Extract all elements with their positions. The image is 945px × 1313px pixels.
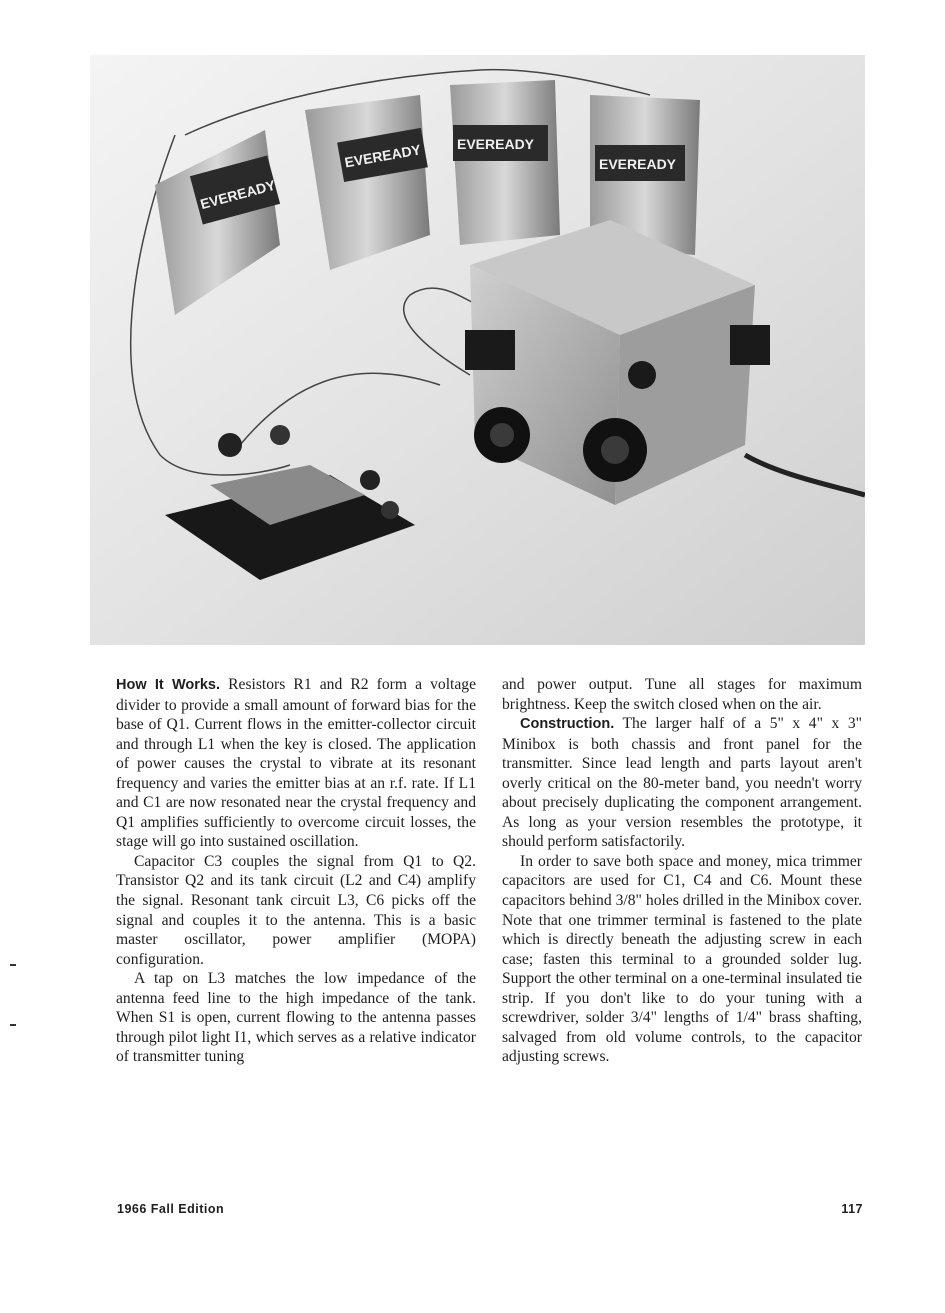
- section-heading: How It Works.: [116, 677, 221, 693]
- paragraph: A tap on L3 matches the low impedance of the antenna feed line to the high impedance of the tank. When S1 is open, current flowing to the antenna passes through pilot light I1, which serves as a relative indicator of transmitter tuning: [116, 970, 476, 1066]
- svg-text:EVEREADY: EVEREADY: [599, 156, 677, 172]
- margin-mark: [10, 1024, 16, 1026]
- margin-mark: [10, 964, 16, 966]
- key-jack-icon: [465, 330, 515, 370]
- transmitter-photo: [90, 55, 865, 645]
- section-heading: Construction.: [520, 716, 615, 733]
- paragraph: Construction. The larger half of a 5" x 4" x 3" Minibox is both chassis and front panel for the transmitter. Since lead length and parts layout aren't overly critical on the 80-meter band, you needn't worry about precisely duplicating the component arrangement. As long as your version resembles the prototype, it should perform satisfactorily.: [502, 715, 862, 851]
- paragraph: and power output. Tune all stages for maximum brightness. Keep the switch closed when on the air.: [502, 676, 862, 713]
- paragraph: Capacitor C3 couples the signal from Q1 to Q2. Transistor Q2 and its tank circuit (L2 and C4) amplify the signal. Resonant tank circuit L3, C6 picks off the signal and couples it to the antenna. This is a basic master oscillator, power amplifier (MOPA) configuration.: [116, 852, 476, 968]
- footer-edition: 1966 Fall Edition: [117, 1202, 225, 1216]
- page-number: 117: [841, 1202, 863, 1216]
- svg-text:EVEREADY: EVEREADY: [343, 141, 423, 171]
- paragraph: In order to save both space and money, mica trimmer capacitors are used for C1, C4 and C6. Mount these capacitors behind 3/8" holes drilled in the Minibox cover. Note that one trimmer terminal is fastened to the plate which is directly beneath the adjusting screw in each case; fasten this terminal to a grounded solder lug. Support the other terminal on a one-terminal insulated tie strip. If you don't like to do your tuning with a screwdriver, solder 3/4" lengths of 1/4" brass shafting, salvaged from old volume controls, to the capacitor adjusting screws.: [502, 852, 862, 1066]
- svg-text:EVEREADY: EVEREADY: [457, 136, 535, 152]
- right-text-column: [502, 675, 862, 1067]
- left-text-column: [116, 675, 476, 1067]
- battery-3: [450, 80, 560, 245]
- svg-text:EVEREADY: EVEREADY: [198, 176, 278, 213]
- pilot-light-icon: [628, 361, 656, 389]
- paragraph: How It Works. Resistors R1 and R2 form a voltage divider to provide a small amount of forward bias for the base of Q1. Current flows in the emitter-collector circuit and through L1 when the key is closed. The application of power causes the crystal to vibrate at its resonant frequency and varies the emitter bias at an r.f. rate. If L1 and C1 are now resonated near the crystal frequency and Q1 amplifies sufficiently to overcome circuit losses, the stage will go into sustained oscillation.: [116, 676, 477, 851]
